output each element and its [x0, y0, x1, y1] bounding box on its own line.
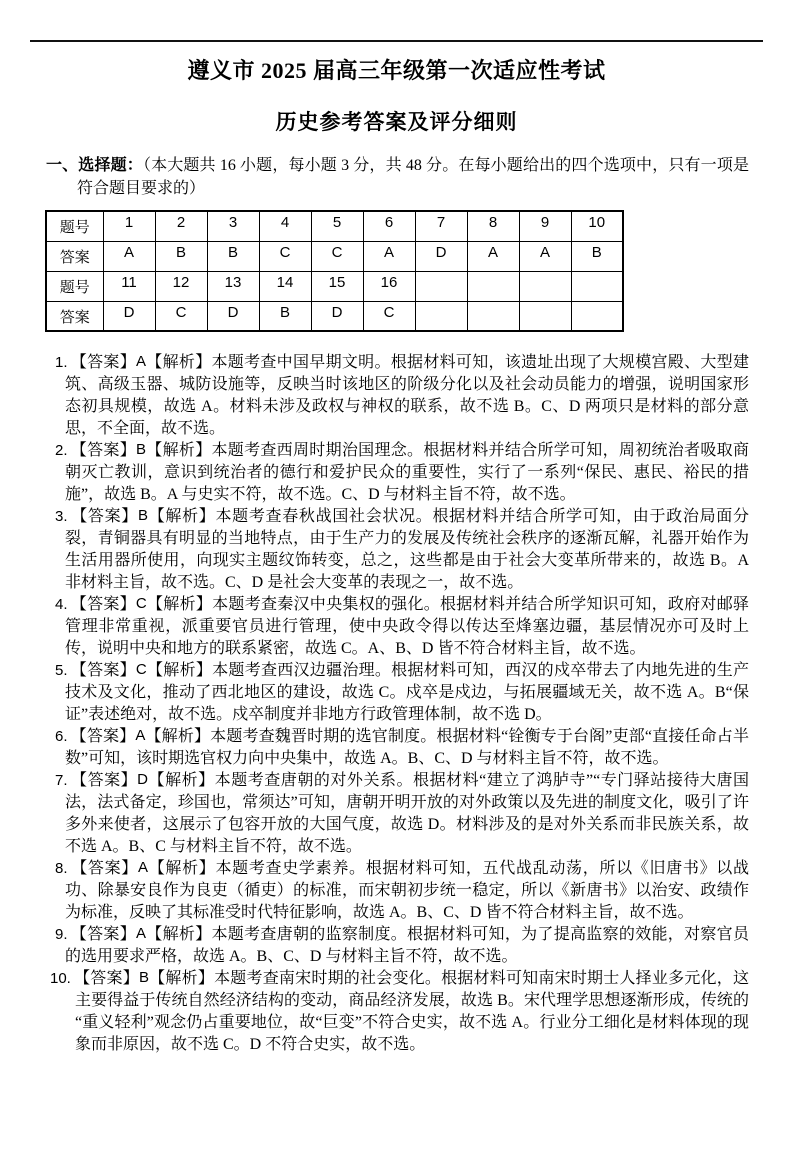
answer-cell: 13 [207, 271, 259, 301]
answer-cell: A [519, 241, 571, 271]
analysis-label: 【解析】 [146, 926, 212, 943]
answer-cell: B [259, 301, 311, 331]
analysis-text: 本题考查春秋战国社会状况。根据材料并结合所学可知，由于政治局面分裂，青铜器具有明显的当地特点，由于生产力的发展及传统社会秩序的逐渐瓦解，礼器开始作为生活用器所使用，向现实主题纹饰转变，总之，这些都是由于社会大变革所带来的，故选 B。A 非材料主旨，故不选。C、D 是社会大变革的表现之一，故不选。 [65, 508, 749, 591]
answer-cell [415, 301, 467, 331]
answer-letter: A [136, 353, 147, 370]
answer-cell: 8 [467, 211, 519, 241]
row-label: 题号 [46, 211, 103, 241]
answer-letter: A [137, 859, 148, 876]
document-page [0, 40, 793, 1160]
explanation-item [55, 594, 749, 660]
item-number: 5. [55, 662, 68, 679]
page-title: 遵义市 2025 届高三年级第一次适应性考试 [187, 58, 606, 83]
explanation-item [55, 858, 749, 924]
answer-cell: 11 [103, 271, 155, 301]
answer-cell [571, 271, 623, 301]
answer-cell: C [155, 301, 207, 331]
answer-label: 【答案】 [70, 772, 138, 789]
answer-cell: 10 [571, 211, 623, 241]
analysis-text: 本题考查魏晋时期的选官制度。根据材料“铨衡专于台阁”吏部“直接任命占半数”可知，该时期选官权力向中央集中，故选 A。B、C、D 与材料主旨不符，故不选。 [65, 728, 749, 767]
explanation-item [50, 968, 749, 1056]
analysis-text: 本题考查唐朝的对外关系。根据材料“建立了鸿胪寺”“专门驿站接待大唐国法，法式备定，珍国也，常须达”可知，唐朝开明开放的对外政策以及先进的制度文化，吸引了许多外来使者，这展示了包容开放的大国气度，故选 D。材料涉及的是对外关系而非民族关系，故不选 A。B、C 与材料主旨不符，故不选。 [65, 772, 749, 855]
analysis-label: 【解析】 [146, 596, 213, 613]
explanation-item [55, 660, 749, 726]
item-number: 4. [55, 596, 68, 613]
section-heading [46, 154, 749, 200]
answer-cell [571, 301, 623, 331]
answer-label: 【答案】 [70, 596, 136, 613]
item-number: 8. [55, 860, 68, 877]
answer-letter: D [137, 771, 149, 788]
answer-cell: 4 [259, 211, 311, 241]
answer-cell: A [363, 241, 415, 271]
answer-cell: B [571, 241, 623, 271]
analysis-label: 【解析】 [146, 442, 212, 459]
answer-letter: B [136, 441, 147, 458]
section-description: （本大题共 16 小题，每小题 3 分，共 48 分。在每小题给出的四个选项中，只有一项是符合题目要求的） [77, 157, 749, 197]
answer-label: 【答案】 [70, 926, 136, 943]
explanation-item [55, 770, 749, 858]
answer-cell: A [467, 241, 519, 271]
item-number: 3. [55, 508, 68, 525]
answer-letter: A [135, 727, 146, 744]
analysis-text: 本题考查南宋时期的社会变化。根据材料可知南宋时期士人择业多元化，这主要得益于传统自然经济结构的变动，商品经济发展，故选 B。宋代理学思想逐渐形成，传统的“重义轻利”观念仍占重要地位，故“巨变”不符合史实，故不选 A。行业分工细化是材料体现的现象而非原因，故不选 C。D 不符合史实，故不选。 [75, 970, 749, 1053]
answer-cell: D [415, 241, 467, 271]
answer-cell [519, 271, 571, 301]
table-row [46, 301, 623, 331]
answer-cell [467, 271, 519, 301]
header-rule [30, 40, 763, 42]
table-row [46, 211, 623, 241]
answer-cell: C [311, 241, 363, 271]
answer-cell: C [259, 241, 311, 271]
item-number: 10. [50, 970, 71, 987]
answer-cell [519, 301, 571, 331]
item-number: 7. [55, 772, 68, 789]
answer-cell: 1 [103, 211, 155, 241]
analysis-text: 本题考查西汉边疆治理。根据材料可知，西汉的戍卒带去了内地先进的生产技术及文化，推动了西北地区的建设，故选 C。戍卒是戍边，与拓展疆域无关，故不选 A。B“保证”表述绝对，故不选。戍卒制度并非地方行政管理体制，故不选 D。 [65, 662, 749, 723]
explanation-list [0, 352, 749, 1056]
answer-label: 【答案】 [70, 728, 136, 745]
analysis-label: 【解析】 [148, 860, 216, 877]
answer-cell: D [207, 301, 259, 331]
answer-cell: 2 [155, 211, 207, 241]
analysis-label: 【解析】 [145, 728, 211, 745]
answer-label: 【答案】 [70, 508, 138, 525]
analysis-label: 【解析】 [146, 662, 213, 679]
answer-table [45, 210, 624, 332]
row-label: 题号 [46, 271, 103, 301]
analysis-label: 【解析】 [148, 970, 215, 987]
explanation-item [55, 726, 749, 770]
analysis-text: 本题考查秦汉中央集权的强化。根据材料并结合所学知识可知，政府对邮驿管理非常重视，派重要官员进行管理，使中央政令得以传达至烽塞边疆，基层情况亦可及时上传，说明中央和地方的联系紧密，故选 C。A、B、D 皆不符合材料主旨，故不选。 [65, 596, 749, 657]
analysis-label: 【解析】 [146, 354, 212, 371]
analysis-label: 【解析】 [148, 772, 215, 789]
analysis-label: 【解析】 [148, 508, 216, 525]
explanation-item [55, 440, 749, 506]
answer-letter: C [135, 661, 147, 678]
answer-letter: A [136, 925, 147, 942]
answer-letter: B [137, 507, 148, 524]
analysis-text: 本题考查史学素养。根据材料可知，五代战乱动荡，所以《旧唐书》以战功、除暴安良作为良吏（循吏）的标准，而宋朝初步统一稳定，所以《新唐书》以治安、政绩作为标准，反映了其标准受时代特征影响，故选 A。B、C、D 皆不符合材料主旨，故不选。 [65, 860, 749, 921]
item-number: 1. [55, 354, 68, 371]
analysis-text: 本题考查西周时期治国理念。根据材料并结合所学可知，周初统治者吸取商朝灭亡教训，意识到统治者的德行和爱护民众的重要性，实行了一系列“保民、惠民、裕民的措施”，故选 B。A 与史实不符，故不选。C、D 与材料主旨不符，故不选。 [65, 442, 749, 503]
item-number: 9. [55, 926, 68, 943]
answer-cell: 6 [363, 211, 415, 241]
answer-cell [467, 301, 519, 331]
answer-letter: C [135, 595, 147, 612]
item-number: 6. [55, 728, 68, 745]
item-number: 2. [55, 442, 68, 459]
answer-label: 【答案】 [70, 860, 138, 877]
page-subtitle: 历史参考答案及评分细则 [275, 110, 518, 134]
explanation-item [55, 924, 749, 968]
answer-cell [415, 271, 467, 301]
answer-label: 【答案】 [73, 970, 139, 987]
answer-cell: 5 [311, 211, 363, 241]
row-label: 答案 [46, 241, 103, 271]
answer-cell: 16 [363, 271, 415, 301]
answer-cell: 12 [155, 271, 207, 301]
analysis-text: 本题考查唐朝的监察制度。根据材料可知，为了提高监察的效能，对察官员的选用要求严格，故选 A。B、C、D 与材料主旨不符，故不选。 [65, 926, 749, 965]
answer-label: 【答案】 [70, 354, 136, 371]
explanation-item [55, 506, 749, 594]
explanation-item [55, 352, 749, 440]
answer-cell: D [311, 301, 363, 331]
answer-cell: 15 [311, 271, 363, 301]
analysis-text: 本题考查中国早期文明。根据材料可知，该遗址出现了大规模宫殿、大型建筑、高级玉器、城防设施等，反映当时该地区的阶级分化以及社会动员能力的增强，说明国家形态初具规模，故选 A。材料未涉及政权与神权的联系，故不选 B。C、D 两项只是材料的部分意思，不全面，故不选。 [65, 354, 749, 437]
answer-cell: 14 [259, 271, 311, 301]
table-row [46, 241, 623, 271]
answer-cell: 7 [415, 211, 467, 241]
answer-label: 【答案】 [70, 442, 136, 459]
answer-cell: 9 [519, 211, 571, 241]
answer-cell: A [103, 241, 155, 271]
row-label: 答案 [46, 301, 103, 331]
answer-cell: D [103, 301, 155, 331]
answer-cell: C [363, 301, 415, 331]
answer-label: 【答案】 [70, 662, 136, 679]
answer-letter: B [138, 969, 149, 986]
answer-cell: B [207, 241, 259, 271]
section-label: 一、选择题： [46, 157, 143, 174]
table-row [46, 271, 623, 301]
answer-cell: B [155, 241, 207, 271]
answer-cell: 3 [207, 211, 259, 241]
